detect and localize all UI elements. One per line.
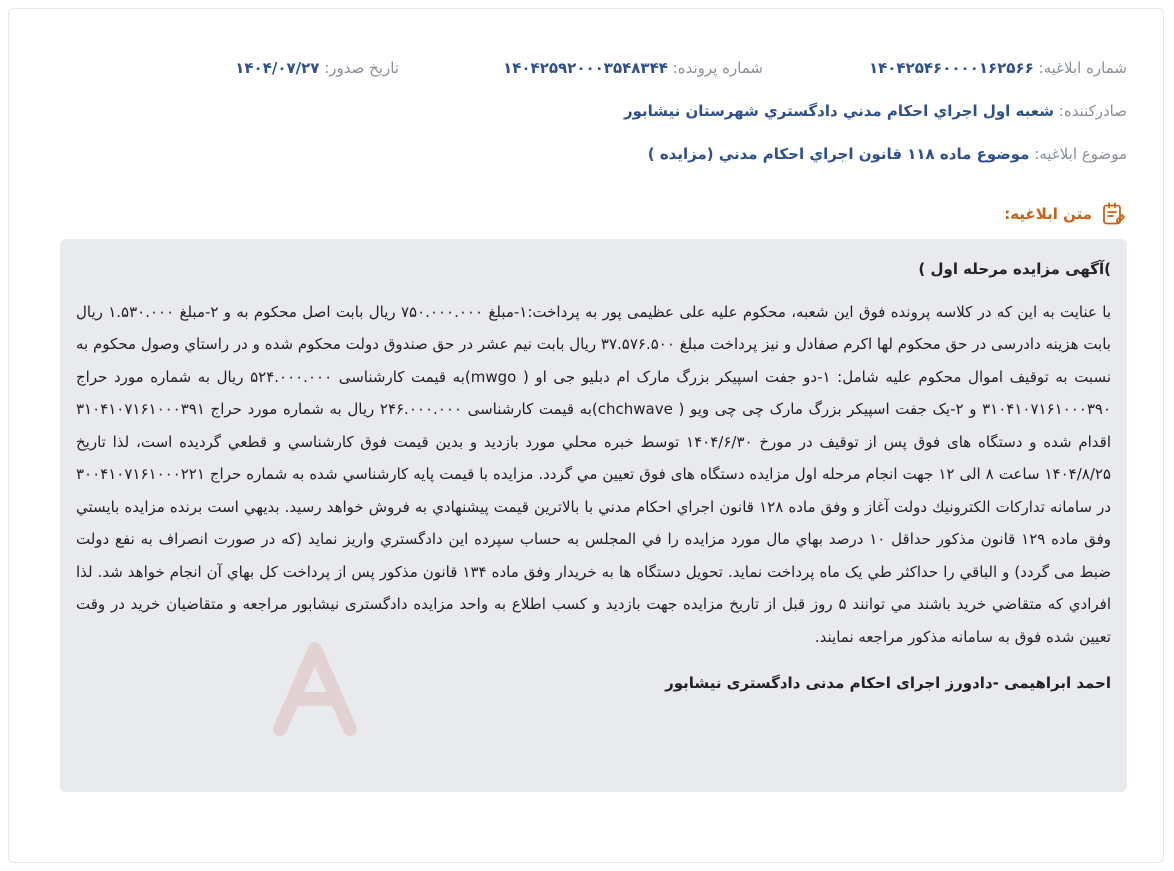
subject-field (648, 145, 1127, 163)
notice-heading: )آگهی مزایده مرحله اول ) (918, 260, 1111, 278)
notice-text-header (1004, 201, 1126, 227)
issue-date-field (235, 59, 399, 77)
case-number-field (503, 59, 763, 77)
issue-date-value: ۱۴۰۴/۰۷/۲۷ (235, 59, 320, 77)
subject-label: موضوع ابلاغیه: (1034, 145, 1127, 163)
issue-date-label: تاریخ صدور: (324, 59, 399, 77)
subject-value: موضوع ماده ۱۱۸ قانون اجراي احكام مدني (مزايده ) (647, 145, 1030, 163)
case-number-label: شماره پرونده: (672, 59, 763, 77)
notice-text-title: متن ابلاغیه: (1004, 205, 1092, 223)
notice-number-value: ۱۴۰۴۲۵۴۶۰۰۰۰۱۶۲۵۶۶ (868, 59, 1034, 77)
issuer-label: صادرکننده: (1058, 102, 1127, 120)
notice-body: با عنايت به اين كه در كلاسه پرونده فوق اين شعبه، محكوم عليه علی عظیمی پور به پرداخت:۱-مبلغ ۷۵۰.۰۰۰.۰۰۰ ریال بابت اصل محکوم به و ۲-مبلغ ۱.۵۳۰.۰۰۰ ریال بابت هزینه دادرسی در حق محکوم لها اکرم صفادل و نیز پرداخت مبلغ ۳۷.۵۷۶.۵۰۰ ریال بابت نیم عشر در حق صندوق دولت محكوم شده و در راستاي وصول محكوم به نسبت به توقيف اموال محكوم عليه شامل: ۱-دو جفت اسپیکر بزرگ مارک ام دبلیو جی او ( mwgo)به قیمت کارشناسی ۵۲۴.۰۰۰.۰۰۰ ریال به شماره مورد حراج ۳۱۰۴۱۰۷۱۶۱۰۰۰۳۹۰ و ۲-یک جفت اسپیکر بزرگ مارک چی چی ویو ( chchwave)به قیمت کارشناسی ۲۴۶.۰۰۰.۰۰۰ ریال به شماره مورد حراج ۳۱۰۴۱۰۷۱۶۱۰۰۰۳۹۱ اقدام شده و دستگاه های فوق پس از توقيف در مورخ ۱۴۰۴/۶/۳۰ توسط خبره محلي مورد بازديد و بدين قيمت فوق كارشناسي و قطعي گرديده است، لذا تاريخ ۱۴۰۴/۸/۲۵ ساعت ۸ الی ۱۲ جهت انجام مرحله اول مزايده دستگاه های فوق تعيين مي گردد. مزايده با قيمت پايه كارشناسي شده به شماره حراج ۳۰۰۴۱۰۷۱۶۱۰۰۰۲۲۱ در سامانه تداركات الكترونيك دولت آغاز و وفق ماده ۱۲۸ قانون اجراي احكام مدني با بالاترين قيمت پيشنهادي به فروش خواهد رسيد. بديهي است برنده مزايده بايستي وفق ماده ۱۲۹ قانون مذكور حداقل ۱۰ درصد بهاي مال مورد مزايده را في المجلس به حساب سپرده اين دادگستري واريز نمايد (كه در صورت انصراف به نفع دولت ضبط می گردد) و الباقي را حداكثر طي يک ماه پرداخت نمايد. تحويل دستگاه ها به خريدار وفق ماده ۱۳۴ قانون مذكور پس از پرداخت كل بهاي آن انجام خواهد شد. لذا افرادي كه متقاضي خريد باشند مي توانند ۵ روز قبل از تاريخ مزايده جهت بازديد و كسب اطلاع به واحد مزايده دادگستری نیشابور مراجعه و متقاضيان خريد در وقت تعيين شده فوق به سامانه مذكور مراجعه نمايند. (76, 302, 1112, 646)
issuer-value: شعبه اول اجراي احكام مدني دادگستري شهرستان نيشابور (623, 102, 1054, 120)
case-number-value: ۱۴۰۴۲۵۹۲۰۰۰۳۵۴۸۳۴۴ (503, 59, 668, 77)
notice-number-label: شماره ابلاغیه: (1038, 59, 1127, 77)
notice-signature: احمد ابراهیمی -دادورز اجرای احکام مدنی دادگستری نیشابور (665, 674, 1111, 692)
issuer-field (624, 102, 1127, 120)
notice-text-box (60, 239, 1127, 792)
notice-number-field (869, 59, 1127, 77)
notepad-icon (1100, 201, 1126, 227)
